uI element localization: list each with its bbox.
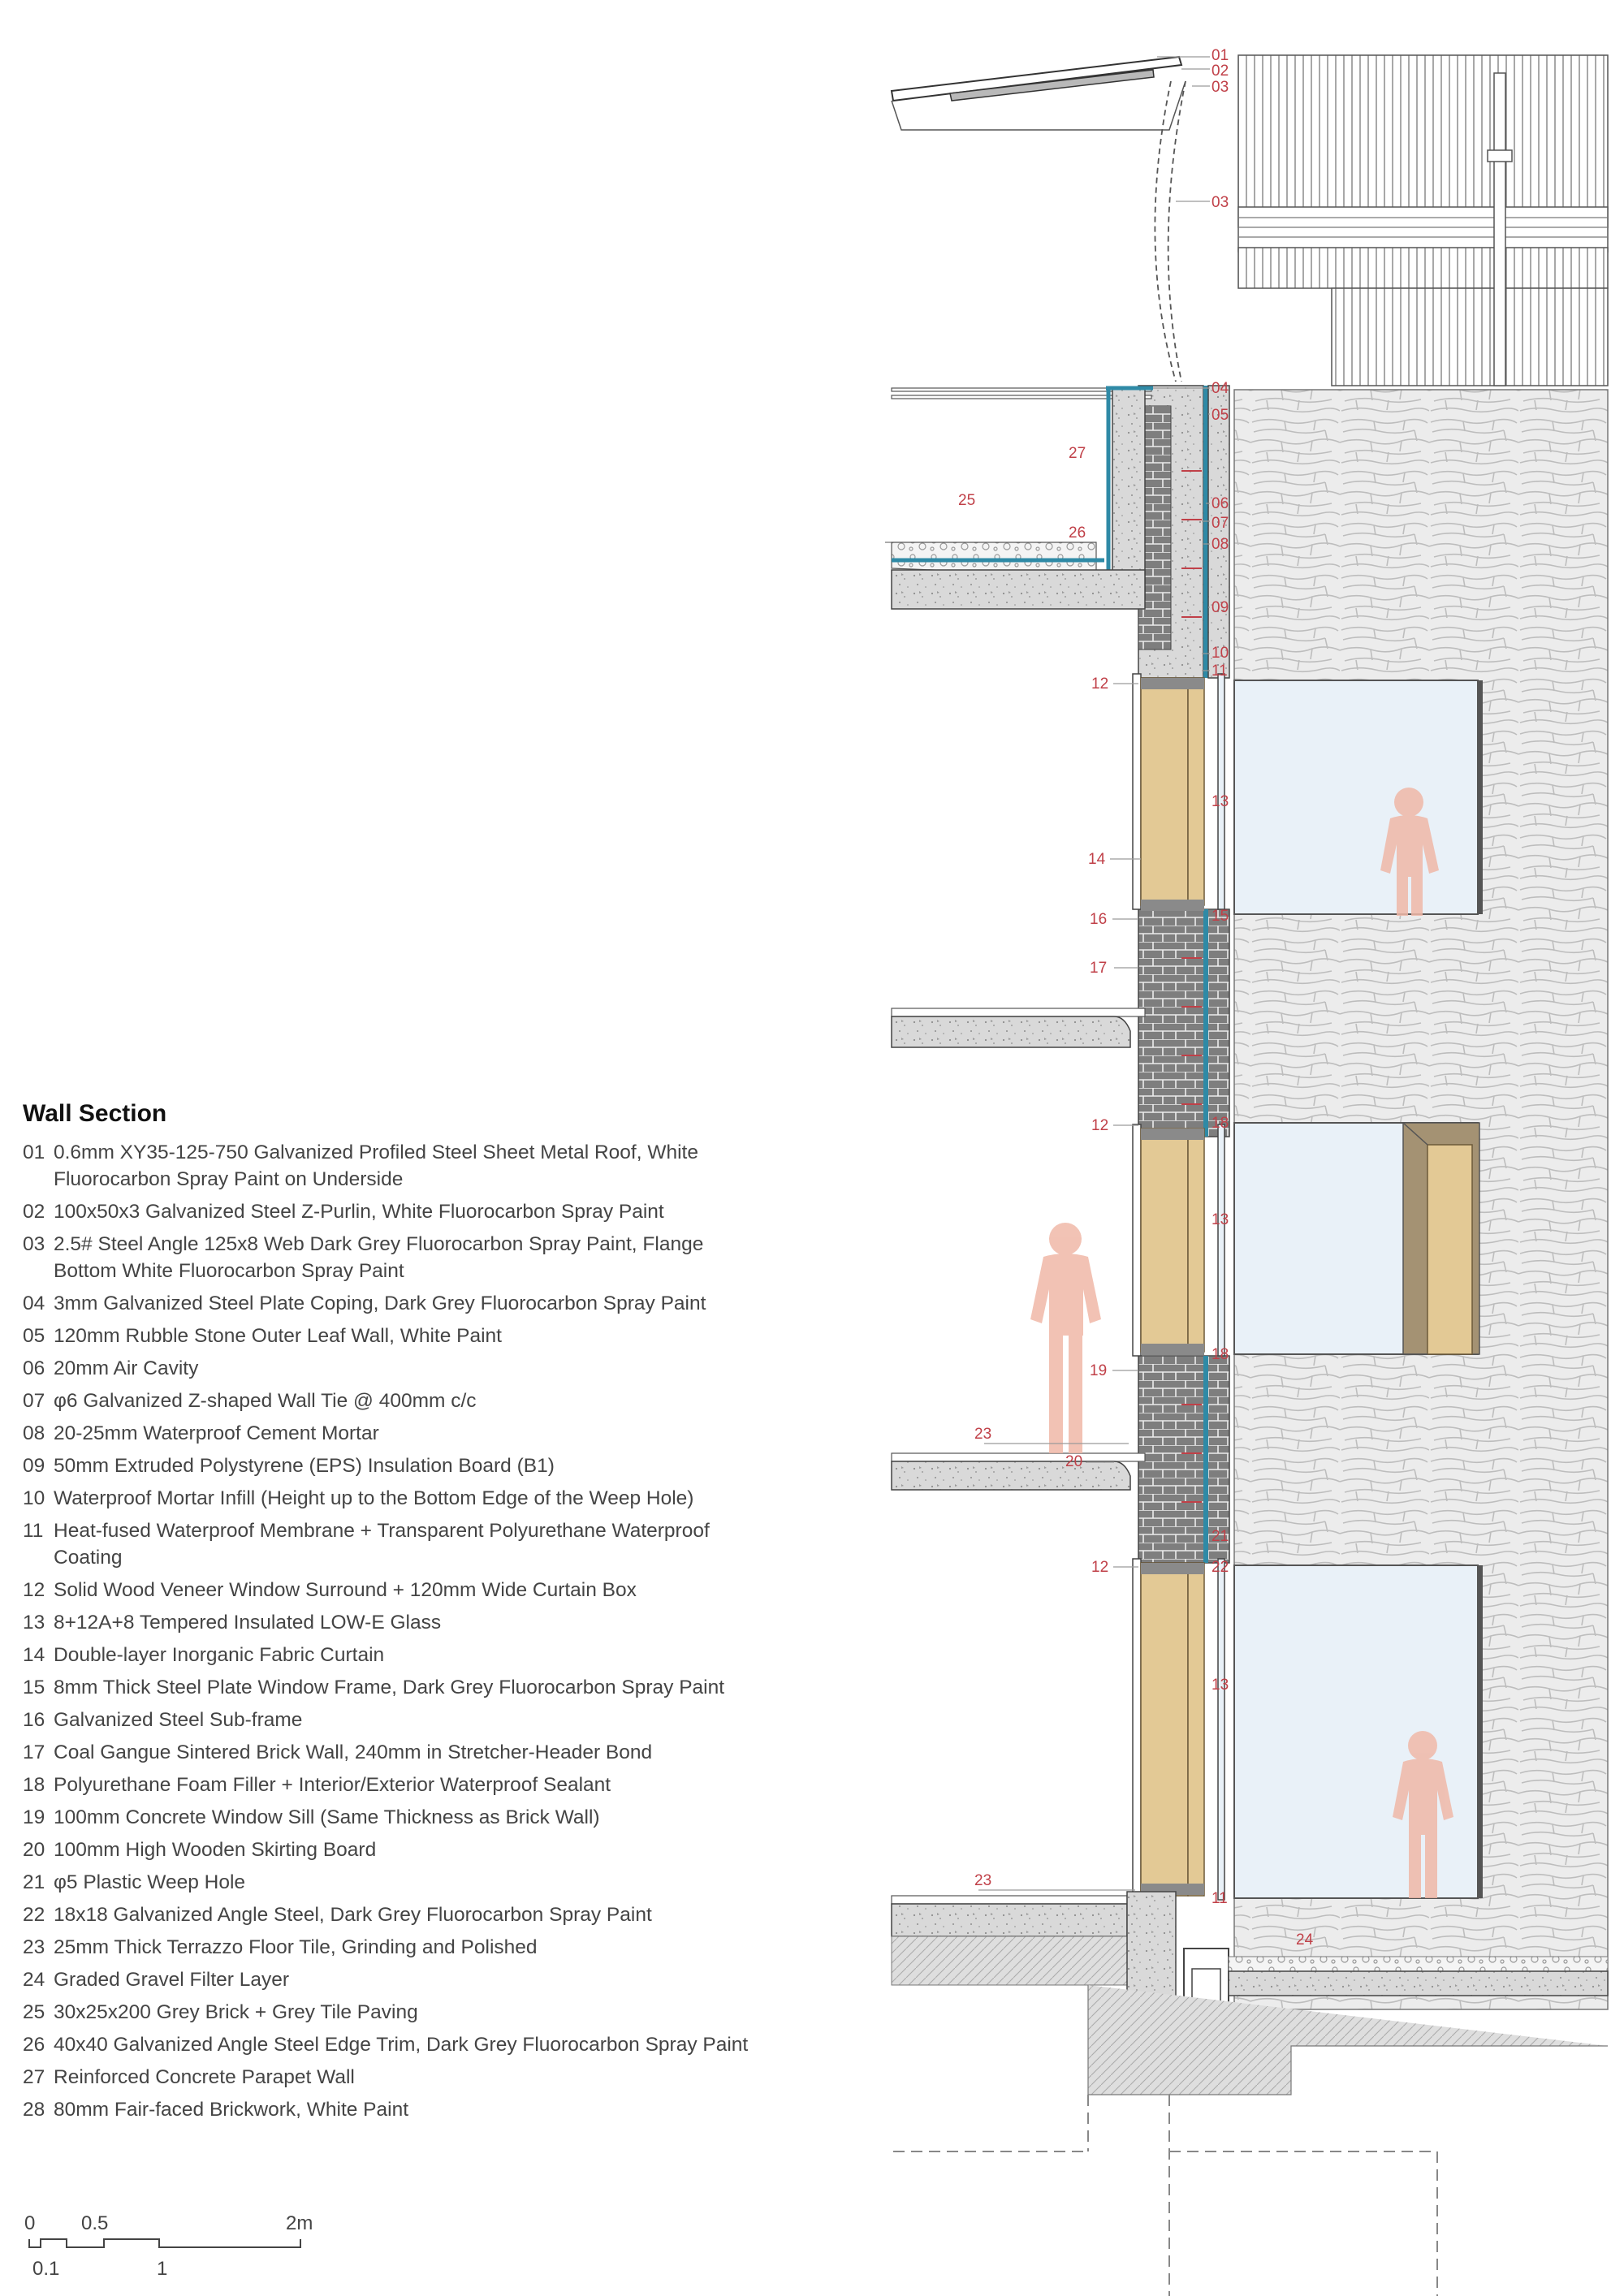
legend-item-text: 100mm Concrete Window Sill (Same Thickness as Brick Wall)	[54, 1806, 600, 1828]
legend-item-number: 08	[23, 1422, 45, 1444]
legend-item	[23, 1966, 754, 1993]
legend-item-number: 04	[23, 1293, 45, 1314]
callout-01: 01	[1212, 47, 1229, 64]
legend-item-text: 8+12A+8 Tempered Insulated LOW-E Glass	[54, 1612, 442, 1634]
scale-bar	[24, 2208, 333, 2290]
legend-item	[23, 1772, 754, 1798]
legend-item	[23, 1452, 754, 1479]
callout-15: 15	[1212, 908, 1229, 925]
legend-item-number: 24	[23, 1969, 45, 1991]
legend-item-number: 18	[23, 1774, 45, 1796]
callout-25: 25	[958, 492, 976, 509]
callout-23: 23	[974, 1872, 992, 1889]
callout-21: 21	[1212, 1528, 1229, 1545]
legend-item-text: Double-layer Inorganic Fabric Curtain	[54, 1644, 385, 1666]
legend-item-number: 01	[23, 1142, 45, 1163]
legend-item	[23, 1707, 754, 1733]
scale-label-0.1: 0.1	[32, 2258, 60, 2280]
callout-17: 17	[1090, 960, 1108, 977]
legend	[23, 1100, 754, 2129]
legend-item	[23, 1869, 754, 1896]
callout-05: 05	[1212, 407, 1229, 424]
legend-item	[23, 1355, 754, 1382]
callout-09: 09	[1212, 599, 1229, 616]
legend-item	[23, 2031, 754, 2058]
legend-item-number: 16	[23, 1709, 45, 1731]
legend-item	[23, 1290, 754, 1317]
legend-item-number: 13	[23, 1612, 45, 1634]
legend-item	[23, 1198, 754, 1225]
callout-24: 24	[1296, 1931, 1314, 1949]
legend-item-number: 21	[23, 1871, 45, 1893]
callout-07: 07	[1212, 515, 1229, 532]
legend-item	[23, 1836, 754, 1863]
callout-12: 12	[1091, 1117, 1109, 1134]
legend-item	[23, 1139, 754, 1193]
legend-item-text: 120mm Rubble Stone Outer Leaf Wall, White Paint	[54, 1325, 502, 1347]
scale-label-1: 1	[157, 2258, 168, 2280]
legend-item-text: 18x18 Galvanized Angle Steel, Dark Grey Fluorocarbon Spray Paint	[54, 1904, 652, 1926]
legend-item	[23, 1999, 754, 2026]
callout-11: 11	[1212, 1890, 1228, 1907]
legend-item	[23, 1420, 754, 1447]
callout-20: 20	[1065, 1453, 1083, 1470]
callout-08: 08	[1212, 536, 1229, 553]
legend-item	[23, 1674, 754, 1701]
legend-item-number: 26	[23, 2034, 45, 2056]
callout-13: 13	[1212, 793, 1229, 810]
legend-item-text: Polyurethane Foam Filler + Interior/Exterior Waterproof Sealant	[54, 1774, 611, 1796]
legend-item-text: Waterproof Mortar Infill (Height up to the Bottom Edge of the Weep Hole)	[54, 1487, 694, 1509]
callout-19: 19	[1090, 1362, 1108, 1379]
scale-label-0: 0	[24, 2212, 36, 2234]
legend-item-number: 20	[23, 1839, 45, 1861]
legend-item-text: 40x40 Galvanized Angle Steel Edge Trim, Dark Grey Fluorocarbon Spray Paint	[54, 2034, 749, 2056]
legend-item	[23, 1577, 754, 1603]
callout-13: 13	[1212, 1211, 1229, 1228]
callout-03: 03	[1212, 194, 1229, 211]
legend-item	[23, 1388, 754, 1414]
legend-item-number: 03	[23, 1233, 45, 1255]
legend-title: Wall Section	[23, 1100, 167, 1127]
legend-item-number: 10	[23, 1487, 45, 1509]
legend-item	[23, 1517, 754, 1571]
callout-12: 12	[1091, 675, 1109, 693]
callout-11: 11	[1212, 662, 1228, 680]
legend-item-number: 15	[23, 1677, 45, 1698]
callout-26: 26	[1069, 524, 1086, 542]
callout-10: 10	[1212, 645, 1229, 662]
legend-item-number: 11	[23, 1520, 44, 1542]
legend-item-number: 25	[23, 2001, 45, 2023]
legend-item-text: 2.5# Steel Angle 125x8 Web Dark Grey Fluorocarbon Spray Paint, Flange Bottom White Fluorocarbon Spray Paint	[54, 1233, 704, 1282]
legend-item-text: 80mm Fair-faced Brickwork, White Paint	[54, 2099, 409, 2121]
legend-item-text: 8mm Thick Steel Plate Window Frame, Dark Grey Fluorocarbon Spray Paint	[54, 1677, 725, 1698]
legend-item-number: 09	[23, 1455, 45, 1477]
legend-item-text: Graded Gravel Filter Layer	[54, 1969, 290, 1991]
legend-item	[23, 1231, 754, 1284]
legend-item-number: 19	[23, 1806, 45, 1828]
legend-item	[23, 1642, 754, 1668]
callout-22: 22	[1212, 1559, 1229, 1576]
legend-item-number: 22	[23, 1904, 45, 1926]
callout-02: 02	[1212, 63, 1229, 80]
legend-item-text: 3mm Galvanized Steel Plate Coping, Dark Grey Fluorocarbon Spray Paint	[54, 1293, 706, 1314]
legend-item-text: 100mm High Wooden Skirting Board	[54, 1839, 377, 1861]
callout-04: 04	[1212, 380, 1229, 397]
legend-item-text: Coal Gangue Sintered Brick Wall, 240mm in Stretcher-Header Bond	[54, 1741, 653, 1763]
scale-label-2m: 2m	[286, 2212, 313, 2234]
legend-item-number: 02	[23, 1201, 45, 1223]
legend-item-text: φ6 Galvanized Z-shaped Wall Tie @ 400mm c/c	[54, 1390, 477, 1412]
callout-18: 18	[1212, 1115, 1229, 1132]
legend-item-text: 100x50x3 Galvanized Steel Z-Purlin, White Fluorocarbon Spray Paint	[54, 1201, 664, 1223]
callout-13: 13	[1212, 1677, 1229, 1694]
callout-03: 03	[1212, 79, 1229, 96]
legend-item-number: 07	[23, 1390, 45, 1412]
legend-item-text: Galvanized Steel Sub-frame	[54, 1709, 303, 1731]
callout-23: 23	[974, 1426, 992, 1443]
callout-14: 14	[1088, 851, 1106, 868]
callout-06: 06	[1212, 495, 1229, 512]
legend-list	[23, 1139, 754, 2123]
legend-item-number: 27	[23, 2066, 45, 2088]
callout-16: 16	[1090, 911, 1108, 928]
legend-item-number: 28	[23, 2099, 45, 2121]
legend-item-text: 20-25mm Waterproof Cement Mortar	[54, 1422, 379, 1444]
legend-item	[23, 2096, 754, 2123]
legend-item-number: 12	[23, 1579, 45, 1601]
legend-item-text: φ5 Plastic Weep Hole	[54, 1871, 246, 1893]
legend-item	[23, 1901, 754, 1928]
legend-item-text: Reinforced Concrete Parapet Wall	[54, 2066, 355, 2088]
legend-item-text: 30x25x200 Grey Brick + Grey Tile Paving	[54, 2001, 418, 2023]
legend-item-number: 23	[23, 1936, 45, 1958]
legend-item-number: 14	[23, 1644, 45, 1666]
legend-item-number: 06	[23, 1357, 45, 1379]
legend-item	[23, 1323, 754, 1349]
legend-item	[23, 1804, 754, 1831]
callout-12: 12	[1091, 1559, 1109, 1576]
legend-item-number: 05	[23, 1325, 45, 1347]
legend-item-text: 20mm Air Cavity	[54, 1357, 199, 1379]
legend-item	[23, 2064, 754, 2091]
legend-item	[23, 1609, 754, 1636]
legend-item-text: Heat-fused Waterproof Membrane + Transparent Polyurethane Waterproof Coating	[54, 1520, 710, 1569]
legend-item	[23, 1485, 754, 1512]
legend-item-text: 25mm Thick Terrazzo Floor Tile, Grinding and Polished	[54, 1936, 538, 1958]
scale-label-0.5: 0.5	[81, 2212, 109, 2234]
legend-item	[23, 1739, 754, 1766]
callout-27: 27	[1069, 445, 1086, 462]
legend-item	[23, 1934, 754, 1961]
legend-item-number: 17	[23, 1741, 45, 1763]
legend-item-text: 0.6mm XY35-125-750 Galvanized Profiled Steel Sheet Metal Roof, White Fluorocarbon Spray Paint on Underside	[54, 1142, 698, 1190]
legend-item-text: Solid Wood Veneer Window Surround + 120mm Wide Curtain Box	[54, 1579, 637, 1601]
callout-18: 18	[1212, 1346, 1229, 1363]
legend-item-text: 50mm Extruded Polystyrene (EPS) Insulation Board (B1)	[54, 1455, 555, 1477]
